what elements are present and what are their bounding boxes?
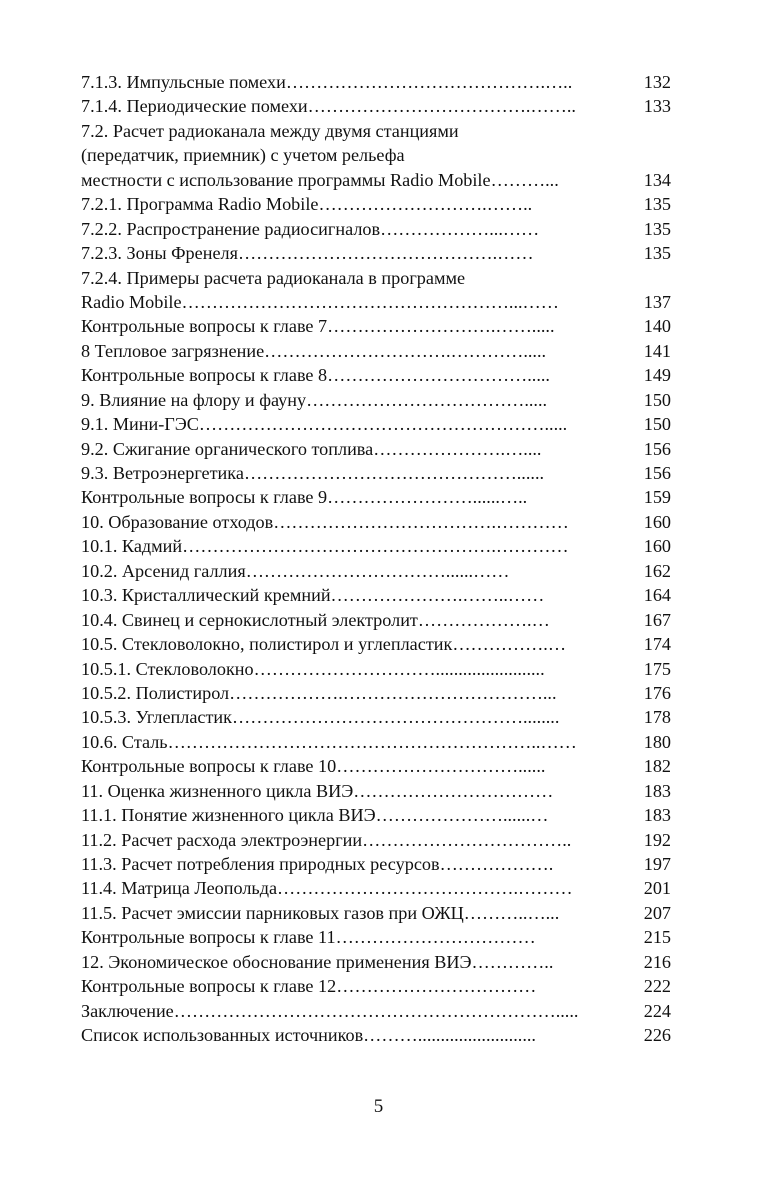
toc-entry-title: Контрольные вопросы к главе 8 [81, 365, 328, 386]
toc-entry[interactable] [81, 999, 671, 1023]
toc-entry[interactable] [81, 241, 671, 265]
toc-entry-dots: ………………………………………………...…… [181, 291, 559, 312]
toc-entry-dots: ………………………………………...... [243, 463, 545, 483]
toc-entry-page: 140 [643, 316, 671, 337]
toc-entry[interactable] [81, 754, 671, 778]
toc-entry-dots: ………………………….…………..... [264, 340, 547, 361]
toc-entry-dots: …………………………… [335, 927, 536, 948]
toc-entry-title: 9. Влияние на флору и фауну [81, 389, 307, 410]
toc-entry-dots: …………………………………….…… [237, 243, 534, 264]
toc-entry-dots: ………………….….... [373, 438, 542, 459]
toc-entry-page: 222 [643, 976, 671, 997]
toc-entry-dots: …………………………….. [362, 829, 572, 850]
toc-entry-page: 175 [643, 658, 671, 679]
toc-entry-page: 207 [643, 902, 671, 923]
toc-entry-title: 10. Образование отходов [81, 511, 274, 532]
toc-entry[interactable] [81, 314, 671, 338]
toc-entry-dots: …………………………………………........ [232, 707, 560, 728]
toc-entry-dots: ……………………….…….. [318, 194, 533, 215]
toc-entry-page: 134 [643, 169, 671, 190]
toc-entry[interactable] [81, 657, 671, 681]
toc-entry-title: 11.5. Расчет эмиссии парниковых газов при ОЖЦ [81, 902, 464, 923]
toc-entry[interactable] [81, 730, 671, 754]
toc-entry-page: 183 [643, 805, 671, 826]
toc-entry-page: 216 [643, 951, 671, 972]
toc-entry-title: Список использованных источников [81, 1025, 364, 1046]
toc-entry-title: 11.4. Матрица Леопольда [81, 878, 278, 899]
toc-entry-title: Контрольные вопросы к главе 7 [81, 316, 328, 337]
toc-entry[interactable] [81, 583, 671, 607]
toc-entry-title: 8 Тепловое загрязнение [81, 340, 265, 361]
toc-entry[interactable] [81, 388, 671, 412]
toc-entry-dots: …………………………………………….………… [182, 536, 569, 557]
toc-entry-page: 156 [643, 463, 671, 483]
toc-entry-title: 7.2.4. Примеры расчета радиоканала в программе [81, 267, 466, 288]
toc-entry[interactable] [81, 1023, 671, 1047]
toc-entry-page: 182 [643, 756, 671, 777]
toc-entry-title: Контрольные вопросы к главе 9 [81, 487, 328, 508]
toc-entry-page: 162 [643, 560, 671, 581]
toc-entry[interactable] [81, 534, 671, 558]
toc-entry[interactable] [81, 437, 671, 461]
toc-entry-dots: ……………………………………………………..…… [167, 731, 577, 752]
toc-entry-title: Заключение [81, 1000, 174, 1021]
toc-entry[interactable] [81, 705, 671, 729]
toc-entry-page: 150 [643, 389, 671, 410]
toc-entry-title: Radio Mobile [81, 291, 182, 312]
toc-entry[interactable] [81, 94, 671, 118]
toc-entry-dots: ……………………......….. [327, 487, 528, 508]
toc-entry-page: 176 [643, 682, 671, 703]
toc-entry-page: 160 [643, 511, 671, 532]
toc-entry-dots: ………..…... [463, 902, 560, 923]
toc-entry-page: 197 [643, 854, 671, 874]
toc-entry-page: 201 [643, 878, 671, 899]
toc-entry-dots: ………………………………………………………..... [173, 1000, 579, 1021]
toc-entry-dots: ………………...…… [380, 218, 540, 239]
toc-entry[interactable] [81, 925, 671, 949]
toc-entry-page: 183 [643, 780, 671, 801]
toc-entry[interactable] [81, 70, 671, 94]
toc-entry-title: 10.5.3. Углепластик [81, 707, 232, 728]
toc-entry-page: 133 [643, 96, 671, 117]
toc-entry-dots: ……………….… [417, 609, 550, 630]
toc-entry-page: 224 [643, 1000, 671, 1021]
toc-entry-title: 7.2.2. Распространение радиосигналов [81, 218, 381, 239]
toc-entry-dots: ………………………………..... [306, 389, 548, 410]
toc-entry-title: Контрольные вопросы к главе 10 [81, 756, 337, 777]
toc-entry[interactable] [81, 632, 671, 656]
toc-entry-page: 137 [643, 291, 671, 312]
toc-entry-page: 167 [643, 609, 671, 630]
toc-entry-title: 9.3. Ветроэнергетика [81, 463, 244, 483]
toc-entry[interactable] [81, 681, 671, 705]
toc-entry-title: 11.2. Расчет расхода электроэнергии [81, 829, 363, 850]
toc-entry-dots: …………………………........................ [253, 658, 545, 679]
toc-entry-dots: ……………………………….………… [273, 511, 569, 532]
toc-entry[interactable] [81, 168, 671, 192]
toc-entry-title: 10.4. Свинец и сернокислотный электролит [81, 609, 418, 630]
toc-entry-page: 178 [643, 707, 671, 728]
toc-entry-dots: …………………………… [336, 976, 537, 997]
toc-entry-page: 135 [643, 194, 671, 215]
toc-entry[interactable] [81, 461, 671, 485]
toc-entry-page: 164 [643, 585, 671, 606]
toc-entry[interactable] [81, 412, 671, 436]
toc-entry-title: 10.5.1. Стекловолокно [81, 658, 254, 679]
toc-entry-page: 215 [643, 927, 671, 948]
toc-entry-title: Контрольные вопросы к главе 11 [81, 927, 336, 948]
toc-entry-dots: ……………………………......…… [245, 560, 510, 581]
toc-entry-title: 10.3. Кристаллический кремний [81, 585, 331, 606]
toc-entry-title: 10.1. Кадмий [81, 536, 183, 557]
toc-entry[interactable] [81, 217, 671, 241]
toc-entry-title: (передатчик, приемник) с учетом рельефа [81, 145, 405, 166]
toc-entry-dots: ……….......................... [363, 1025, 536, 1046]
toc-entry-dots: …………….… [452, 634, 567, 655]
toc-entry-dots: ………….. [471, 951, 554, 972]
toc-entry-dots: ……………….……………………………... [229, 682, 557, 703]
toc-entry[interactable] [81, 339, 671, 363]
toc-entry[interactable] [81, 510, 671, 534]
toc-entry-dots: …………………......… [375, 805, 549, 826]
toc-entry-title: местности с использование программы Radio Mobile [81, 169, 491, 190]
toc-entry-dots: ……………………………..... [327, 365, 550, 386]
toc-entry-title: 7.1.3. Импульсные помехи [81, 72, 286, 92]
toc-entry[interactable] [81, 950, 671, 974]
toc-entry-page: 180 [643, 731, 671, 752]
table-of-contents [81, 70, 671, 1048]
toc-entry-dots: ………………………………….……… [277, 878, 573, 899]
toc-entry-page: 149 [643, 365, 671, 386]
toc-entry-page: 159 [643, 487, 671, 508]
toc-entry-title: 9.2. Сжигание органического топлива [81, 438, 374, 459]
toc-entry-line [81, 143, 671, 167]
toc-entry-page: 135 [643, 243, 671, 264]
toc-entry-page: 160 [643, 536, 671, 557]
toc-entry-dots: …………………………………………………..... [198, 414, 568, 435]
toc-entry[interactable] [81, 363, 671, 387]
toc-entry-page: 226 [643, 1025, 671, 1046]
toc-entry-page: 192 [643, 829, 671, 850]
toc-entry[interactable] [81, 974, 671, 998]
toc-entry[interactable] [81, 876, 671, 900]
toc-entry-dots: …………………………...... [336, 756, 546, 777]
toc-entry-title: 7.2.3. Зоны Френеля [81, 243, 238, 264]
page-number: 5 [373, 1096, 384, 1117]
toc-entry[interactable] [81, 901, 671, 925]
toc-entry-dots: …………………………………….….. [285, 72, 573, 92]
toc-entry[interactable] [81, 828, 671, 852]
toc-entry[interactable] [81, 852, 671, 876]
toc-entry-title: 12. Экономическое обоснование применения ВИЭ [81, 951, 472, 972]
toc-entry-dots: ………………….……..…… [330, 585, 545, 606]
toc-entry-page: 132 [643, 72, 671, 92]
toc-entry-title: 11. Оценка жизненного цикла ВИЭ [81, 780, 354, 801]
toc-entry-title: 10.2. Арсенид галлия [81, 560, 246, 581]
toc-entry[interactable] [81, 779, 671, 803]
toc-entry-title: 7.2.1. Программа Radio Mobile [81, 194, 319, 215]
toc-entry-title: 7.2. Расчет радиоканала между двумя станциями [81, 120, 459, 141]
toc-entry-dots: ………………. [439, 854, 554, 874]
toc-entry[interactable] [81, 290, 671, 314]
toc-entry-page: 150 [643, 414, 671, 435]
toc-entry[interactable] [81, 559, 671, 583]
toc-entry-dots: ……………………….……..... [327, 316, 555, 337]
toc-entry-title: 11.1. Понятие жизненного цикла ВИЭ [81, 805, 376, 826]
toc-entry-title: 10.5. Стекловолокно, полистирол и углепластик [81, 634, 453, 655]
toc-entry[interactable] [81, 608, 671, 632]
toc-entry-title: 9.1. Мини-ГЭС [81, 414, 199, 435]
toc-entry-title: 10.6. Сталь [81, 731, 168, 752]
toc-entry-title: 10.5.2. Полистирол [81, 682, 230, 703]
toc-entry-title: Контрольные вопросы к главе 12 [81, 976, 337, 997]
toc-entry-page: 135 [643, 218, 671, 239]
toc-entry-title: 11.3. Расчет потребления природных ресурсов [81, 854, 440, 874]
toc-entry-page: 156 [643, 438, 671, 459]
toc-entry[interactable] [81, 803, 671, 827]
toc-entry-line [81, 119, 671, 143]
toc-entry-dots: …………………………… [353, 780, 554, 801]
toc-entry-title: 7.1.4. Периодические помехи [81, 96, 308, 117]
toc-entry-dots: ………... [490, 169, 559, 190]
toc-entry-line [81, 266, 671, 290]
toc-entry[interactable] [81, 485, 671, 509]
toc-entry[interactable] [81, 192, 671, 216]
toc-entry-dots: ……………………………….…….. [307, 96, 576, 117]
toc-entry-page: 174 [643, 634, 671, 655]
toc-entry-page: 141 [643, 340, 671, 361]
